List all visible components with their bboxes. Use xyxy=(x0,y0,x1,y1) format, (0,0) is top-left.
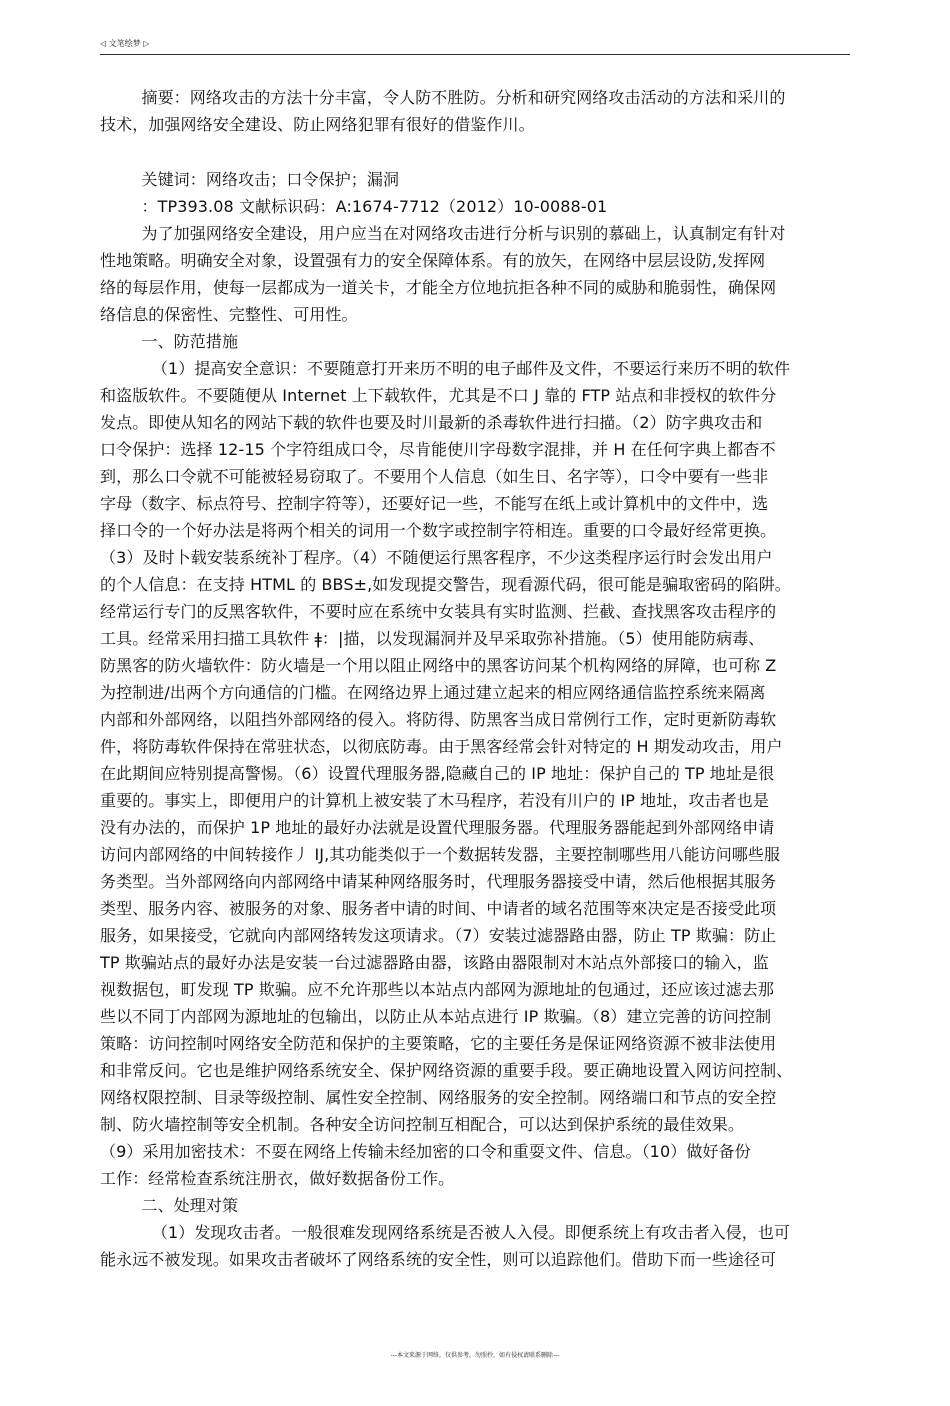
text-line: （1）提高安全意识：不要随意打开来历不明的电子邮件及文件，不要运行来历不明的软件 xyxy=(100,359,791,378)
text-line: 择口令的一个好办法是将两个相关的词用一个数字或控制字符相连。重要的口令最好经常更换。 xyxy=(100,521,777,540)
text-line: 和盗版软件。不要随便从 Internet 上下载软件，尤其是不口 J 靠的 FTP 站点和非授权的软件分 xyxy=(100,386,777,405)
text-line: 的个人信息：在支持 HTML 的 BBS±,如发现提交警告，现看源代码，很可能是骗取密码的陷阱。 xyxy=(100,575,791,594)
text-line: 关键词：网络攻击；口令保护；漏洞 xyxy=(100,170,400,189)
text-line: 类型、服务内容、被服务的对象、服务者中请的时间、中请者的域名范围等來决定是否接受此项 xyxy=(100,899,777,918)
text-line: 防黑客的防火墙软件：防火墙是一个用以阻止网络中的黑客访问某个机构网络的屏障，也可称 Z xyxy=(100,656,777,675)
text-line: 工作：经常检查系统注册衣，做好数据备份工作。 xyxy=(100,1169,455,1188)
article-body xyxy=(100,84,850,1273)
text-line: 制、防火墙控制等安全机制。各种安全访问控制互相配合，可以达到保护系统的最佳效果。 xyxy=(100,1115,745,1134)
text-line: 视数据包，町发现 TP 欺骗。应不允许那些以本站点内部网为源地址的包通过，还应该过滤去那 xyxy=(100,980,774,999)
text-line: 口令保护：选择 12-15 个字符组成口令，尽肯能使川字母数字混排，并 H 在任何字典上都杳不 xyxy=(100,440,776,459)
text-line: 经常运行专门的反黑客软件，不要时应在系统中女装具有实时监测、拦截、查找黑客攻击程序的 xyxy=(100,602,777,621)
header-text: ◁ 文笔绘梦 ▷ xyxy=(100,39,150,48)
text-line: 务类型。当外部网络向内部网络中请某种网络服务时，代理服务器接受中请，然后他根据其服务 xyxy=(100,872,777,891)
text-line: 策略：访问控制吋网络安全防范和保护的主要策略，它的主要任务是保证网络资源不被非法使用 xyxy=(100,1034,777,1053)
text-line: 工具。经常采用扫描工具软件 ǂ：|描，以发现漏洞并及早采取弥补措施。（5）使用能防病毒、 xyxy=(100,629,765,648)
text-line: 服务，如果接受，它就向内部网络转发这项请求。（7）安装过滤器路由器，防止 TP 欺骗：防止 xyxy=(100,926,777,945)
text-line: 在此期间应特别提高警惕。（6）设置代理服务器,隐藏自己的 IP 地址：保护自己的 TP 地址是很 xyxy=(100,764,775,783)
abstract-block xyxy=(100,84,850,138)
page-header xyxy=(100,38,850,55)
text-line: 网络权限控制、目录等级控制、属性安全控制、网络服务的安全控制。网络端口和节点的安全控 xyxy=(100,1088,777,1107)
text-line: 摘要：网络攻击的方法十分丰富，令人防不胜防。分析和研究网络攻击活动的方法和采川的 xyxy=(100,88,786,107)
main-text-block xyxy=(100,166,850,1273)
text-line: 字母（数字、标点符号、控制字符等），还要好记一些，不能写在纸上或计算机中的文件中，选 xyxy=(100,494,769,513)
text-line: 能永远不被发现。如果攻击者破坏了网络系统的安全性，则可以追踪他们。借助下而一些途径可 xyxy=(100,1250,777,1269)
text-line: 为了加强网络安全建设，用户应当在对网络攻击进行分析与识别的慕础上，认真制定有针对 xyxy=(100,224,786,243)
text-line: 内部和外部网络，以阻挡外部网络的侵入。将防得、防黑客当成日常例行工作，定时更新防毒软 xyxy=(100,710,777,729)
text-line: （1）发现攻击者。一般很难发现网络系统是否被人入侵。即便系统上有攻击者入侵，也可 xyxy=(100,1223,791,1242)
text-line: 一、防范措施 xyxy=(100,332,239,351)
text-line: 重要的。事实上，即便用户的计算机上被安装了木马程序，若没有川户的 IP 地址，攻击者也是 xyxy=(100,791,769,810)
text-line: 到，那么口令就不可能被轻易窃取了。不要用个人信息（如生日、名字等），口令中要有一些非 xyxy=(100,467,769,486)
text-line: TP 欺骗站点的最好办法是安装一台过滤器路由器，该路由器限制对木站点外部接口的输入，监 xyxy=(100,953,769,972)
text-line: ：TP393.08 文献标识码：A:1674-7712（2012）10-0088-01 xyxy=(100,197,608,216)
text-line: 发点。即使从知名的网站下载的软件也要及时川最新的杀毒软件进行扫描。（2）防字典攻击和 xyxy=(100,413,763,432)
text-line: 为控制进/出两个方向通信的门槛。在网络边界上通过建立起来的相应网络通信监控系统来隔离 xyxy=(100,683,766,702)
text-line: 没有办法的，而保护 1P 地址的最好办法就是设置代理服务器。代理服务器能起到外部网络申请 xyxy=(100,818,775,837)
paragraph-gap xyxy=(100,138,850,166)
text-line: 些以不同丁内部网为源地址的包输出，以防止从本站点进行 IP 欺骗。（8）建立完善的访问控制 xyxy=(100,1007,772,1026)
text-line: 二、处理对策 xyxy=(100,1196,239,1215)
text-line: 件，将防毒软件保持在常驻状态，以彻底防毒。由于黑客经常会针对特定的 H 期发动攻击，用户 xyxy=(100,737,783,756)
text-line: （3）及时卜载安装系统补丁程序。（4）不随便运行黑客程序，不少这类程序运行时会发出用户 xyxy=(100,548,773,567)
text-line: 性地策略。明确安全对象，设置强有力的安全保障体系。有的放矢，在网络中层层设防,发挥网 xyxy=(100,251,766,270)
text-line: 技术，加强网络安全建设、防止网络犯罪有很好的借鉴作川。 xyxy=(100,115,535,134)
text-line: 络的每层作用，使每一层都成为一道关卡，才能全方位地抗拒各种不同的威胁和脆弱性，确保网 xyxy=(100,278,777,297)
text-line: 络信息的保密性、完整性、可用性。 xyxy=(100,305,358,324)
footer-text: ---本文来源于网络，仅供参考，勿照抄，如有侵权请联系删除--- xyxy=(390,1352,560,1359)
page-footer xyxy=(0,1352,950,1360)
text-line: 和非常反问。它也是维护网络系统安全、保护网络资源的重要手段。要正确地设置入网访问控制、 xyxy=(100,1061,793,1080)
text-line: 访问内部网络的中间转接作丿 IJ,其功能类似于一个数据转发器，主要控制哪些用八能访问哪些服 xyxy=(100,845,781,864)
text-line: （9）采用加密技术：不耍在网络上传输未经加密的口令和重耍文件、信息。（10）做好备份 xyxy=(100,1142,751,1161)
